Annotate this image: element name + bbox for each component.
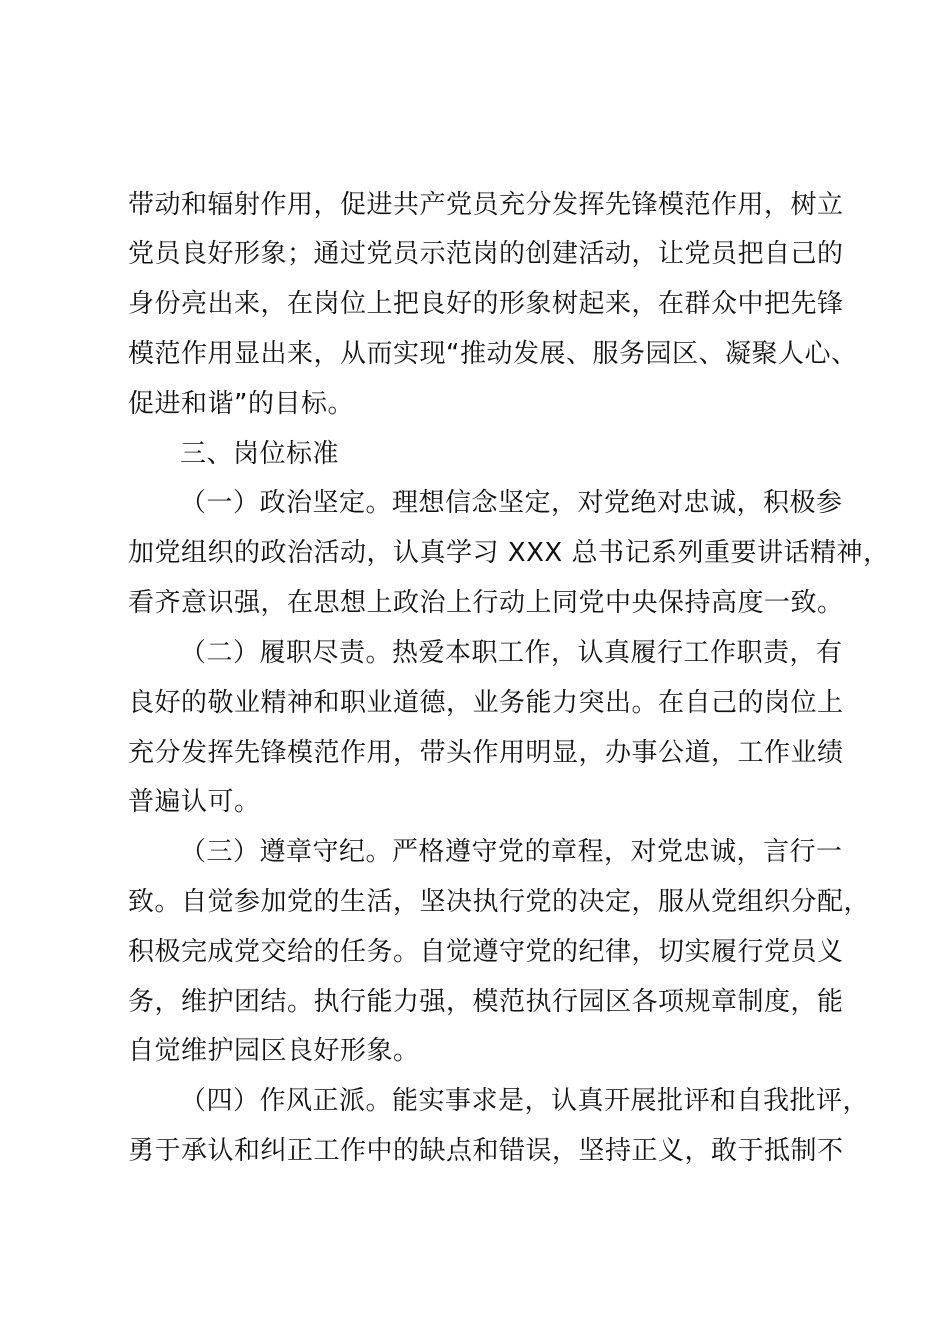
body-text-line: 看齐意识强，在思想上政治上行动上同党中央保持高度一致。 bbox=[128, 588, 844, 618]
body-text-line: 模范作用显出来，从而实现“推动发展、服务园区、凝聚人心、 bbox=[128, 339, 858, 369]
body-text-line: 促进和谐”的目标。 bbox=[128, 389, 354, 419]
body-text-line: 普遍认可。 bbox=[128, 787, 261, 817]
body-text-line: （二）履职尽责。热爱本职工作，认真履行工作职责，有 bbox=[180, 638, 843, 668]
body-text-line: 党员良好形象；通过党员示范岗的创建活动，让党员把自己的 bbox=[128, 239, 844, 269]
body-text-line: 务，维护团结。执行能力强，模范执行园区各项规章制度，能 bbox=[128, 987, 844, 1017]
section-heading: 三、岗位标准 bbox=[180, 439, 340, 469]
body-text-line: 勇于承认和纠正工作中的缺点和错误，坚持正义，敢于抵制不 bbox=[128, 1136, 844, 1166]
body-text-line: 良好的敬业精神和职业道德，业务能力突出。在自己的岗位上 bbox=[128, 688, 844, 718]
body-text-line: 带动和辐射作用，促进共产党员充分发挥先锋模范作用，树立 bbox=[128, 190, 844, 220]
body-text-line: 充分发挥先锋模范作用，带头作用明显，办事公道，工作业绩 bbox=[128, 738, 844, 768]
body-text-line: 自觉维护园区良好形象。 bbox=[128, 1036, 420, 1066]
body-text-line: （四）作风正派。能实事求是，认真开展批评和自我批评， bbox=[180, 1086, 870, 1116]
body-text-line: （三）遵章守纪。严格遵守党的章程，对党忠诚，言行一 bbox=[180, 837, 843, 867]
body-text-line: 加党组织的政治活动，认真学习 XXX 总书记系列重要讲话精神， bbox=[128, 538, 890, 568]
body-text-line: 积极完成党交给的任务。自觉遵守党的纪律，切实履行党员义 bbox=[128, 937, 844, 967]
body-text-line: 致。自觉参加党的生活，坚决执行党的决定，服从党组织分配， bbox=[128, 887, 871, 917]
body-text-line: （一）政治坚定。理想信念坚定，对党绝对忠诚，积极参 bbox=[180, 488, 843, 518]
body-text-line: 身份亮出来，在岗位上把良好的形象树起来，在群众中把先锋 bbox=[128, 289, 844, 319]
